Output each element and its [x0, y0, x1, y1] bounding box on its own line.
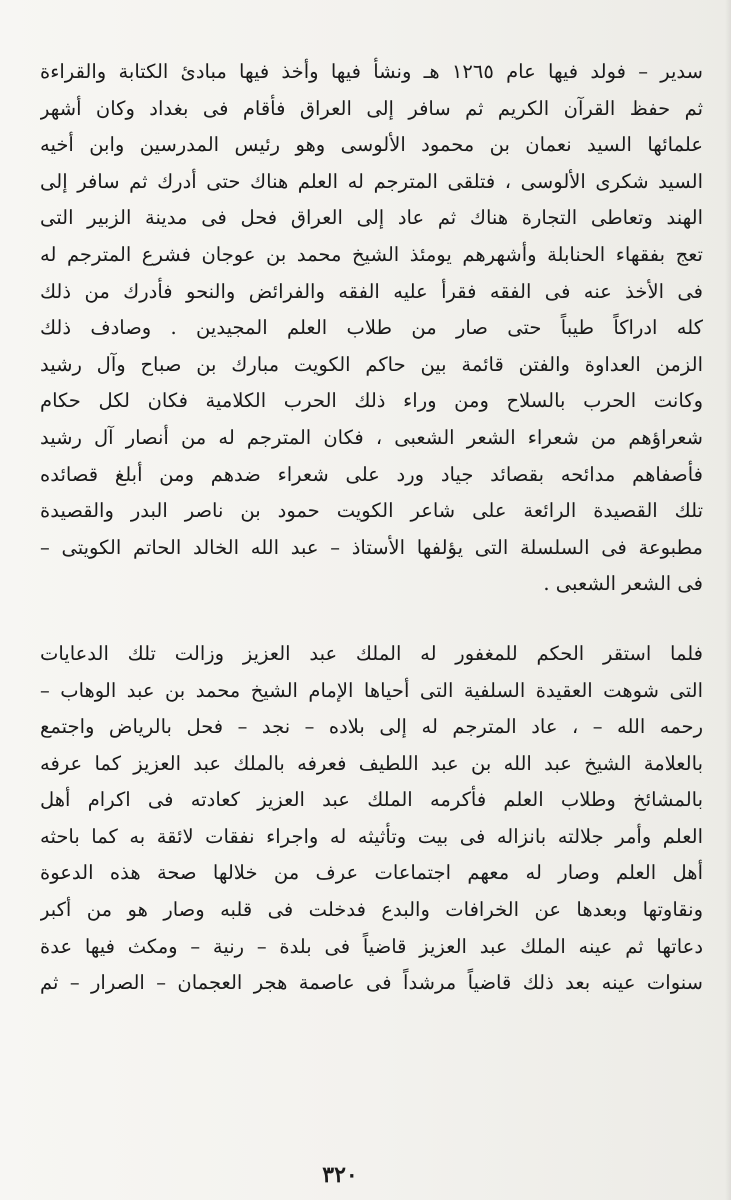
- text-line: سدير – فولد فيها عام ١٢٦٥ هـ ونشأ فيها وأخذ فيها مبادئ الكتابة والقراءة: [40, 60, 703, 83]
- text-line: فلما استقر الحكم للمغفور له الملك عبد العزيز وزالت تلك الدعايات: [40, 641, 703, 665]
- text-line: ثم حفظ القرآن الكريم ثم سافر إلى العراق فأقام فى بغداد وكان أشهر: [40, 96, 703, 120]
- body-text: [40, 54, 703, 1002]
- text-line: كله ادراكاً طيباً حتى صار من طلاب العلم المجيدين . وصادف ذلك: [40, 316, 703, 340]
- text-line: مطبوعة فى السلسلة التى يؤلفها الأستاذ – عبد الله الخالد الحاتم الكويتى –: [40, 535, 703, 559]
- text-line: سنوات عينه بعد ذلك قاضياً مرشداً فى عاصمة هجر العجمان – الصرار – ثم: [40, 971, 703, 995]
- text-line: فأصفاهم مدائحه بقصائد جياد ورد على شعراء ضدهم ومن أبلغ قصائده: [40, 462, 703, 486]
- text-line: ونقاوتها وبعدها عن الخرافات والبدع فدخلت فى قلبه وصار هو من أكبر: [40, 898, 703, 922]
- text-line: علمائها السيد نعمان بن محمود الألوسى وهو رئيس المدرسين وابن أخيه: [40, 133, 703, 157]
- text-line: السيد شكرى الألوسى ، فتلقى المترجم له العلم هناك حتى أدرك ثم سافر إلى: [40, 169, 703, 193]
- page-number: ٣٢٠: [322, 1162, 358, 1188]
- paragraph-1: [40, 54, 703, 603]
- text-line: تعج بفقهاء الحنابلة وأشهرهم يومئذ الشيخ محمد بن عوجان فشرع المترجم له: [40, 242, 703, 266]
- text-line: دعاتها ثم عينه الملك عبد العزيز قاضياً فى بلدة – رنية – ومكث فيها عدة: [40, 934, 703, 958]
- text-line: العلم وأمر جلالته بانزاله فى بيت وتأثيثه له واجراء نفقات لائقة به كما باحثه: [40, 824, 703, 848]
- text-line: رحمه الله – ، عاد المترجم له إلى بلاده – نجد – فحل بالرياض واجتمع: [40, 715, 703, 739]
- text-line: فى الشعر الشعبى .: [543, 572, 703, 596]
- text-line: بالمشائخ وطلاب العلم فأكرمه الملك عبد العزيز كعادته فى اكرام أهل: [40, 788, 703, 812]
- text-line: تلك القصيدة الرائعة على شاعر الكويت حمود بن ناصر البدر والقصيدة: [40, 499, 703, 523]
- text-line: بالعلامة الشيخ عبد الله بن عبد اللطيف فعرفه بالملك عبد العزيز كما عرفه: [40, 751, 703, 775]
- text-line: التى شوهت العقيدة السلفية التى أحياها الإمام الشيخ محمد بن عبد الوهاب –: [40, 678, 703, 702]
- text-line: الزمن العداوة والفتن قائمة بين حاكم الكويت مبارك بن صباح وآل رشيد: [40, 352, 703, 376]
- text-line: وكانت الحرب بالسلاح ومن وراء ذلك الحرب الكلامية فكان لكل حكام: [40, 389, 703, 413]
- page-edge-shadow: [725, 0, 731, 1200]
- text-line: الهند وتعاطى التجارة هناك ثم عاد إلى العراق فحل فى مدينة الزبير التى: [40, 206, 703, 230]
- text-line: شعراؤهم من شعراء الشعر الشعبى ، فكان المترجم له من أنصار آل رشيد: [40, 425, 703, 449]
- text-line: أهل العلم وصار له معهم اجتماعات عرف من خلالها صحة هذه الدعوة: [40, 861, 703, 885]
- text-line: فى الأخذ عنه فى الفقه فقرأ عليه الفقه والفرائض والنحو فأدرك من ذلك: [40, 279, 703, 303]
- paragraph-2: [40, 636, 703, 1002]
